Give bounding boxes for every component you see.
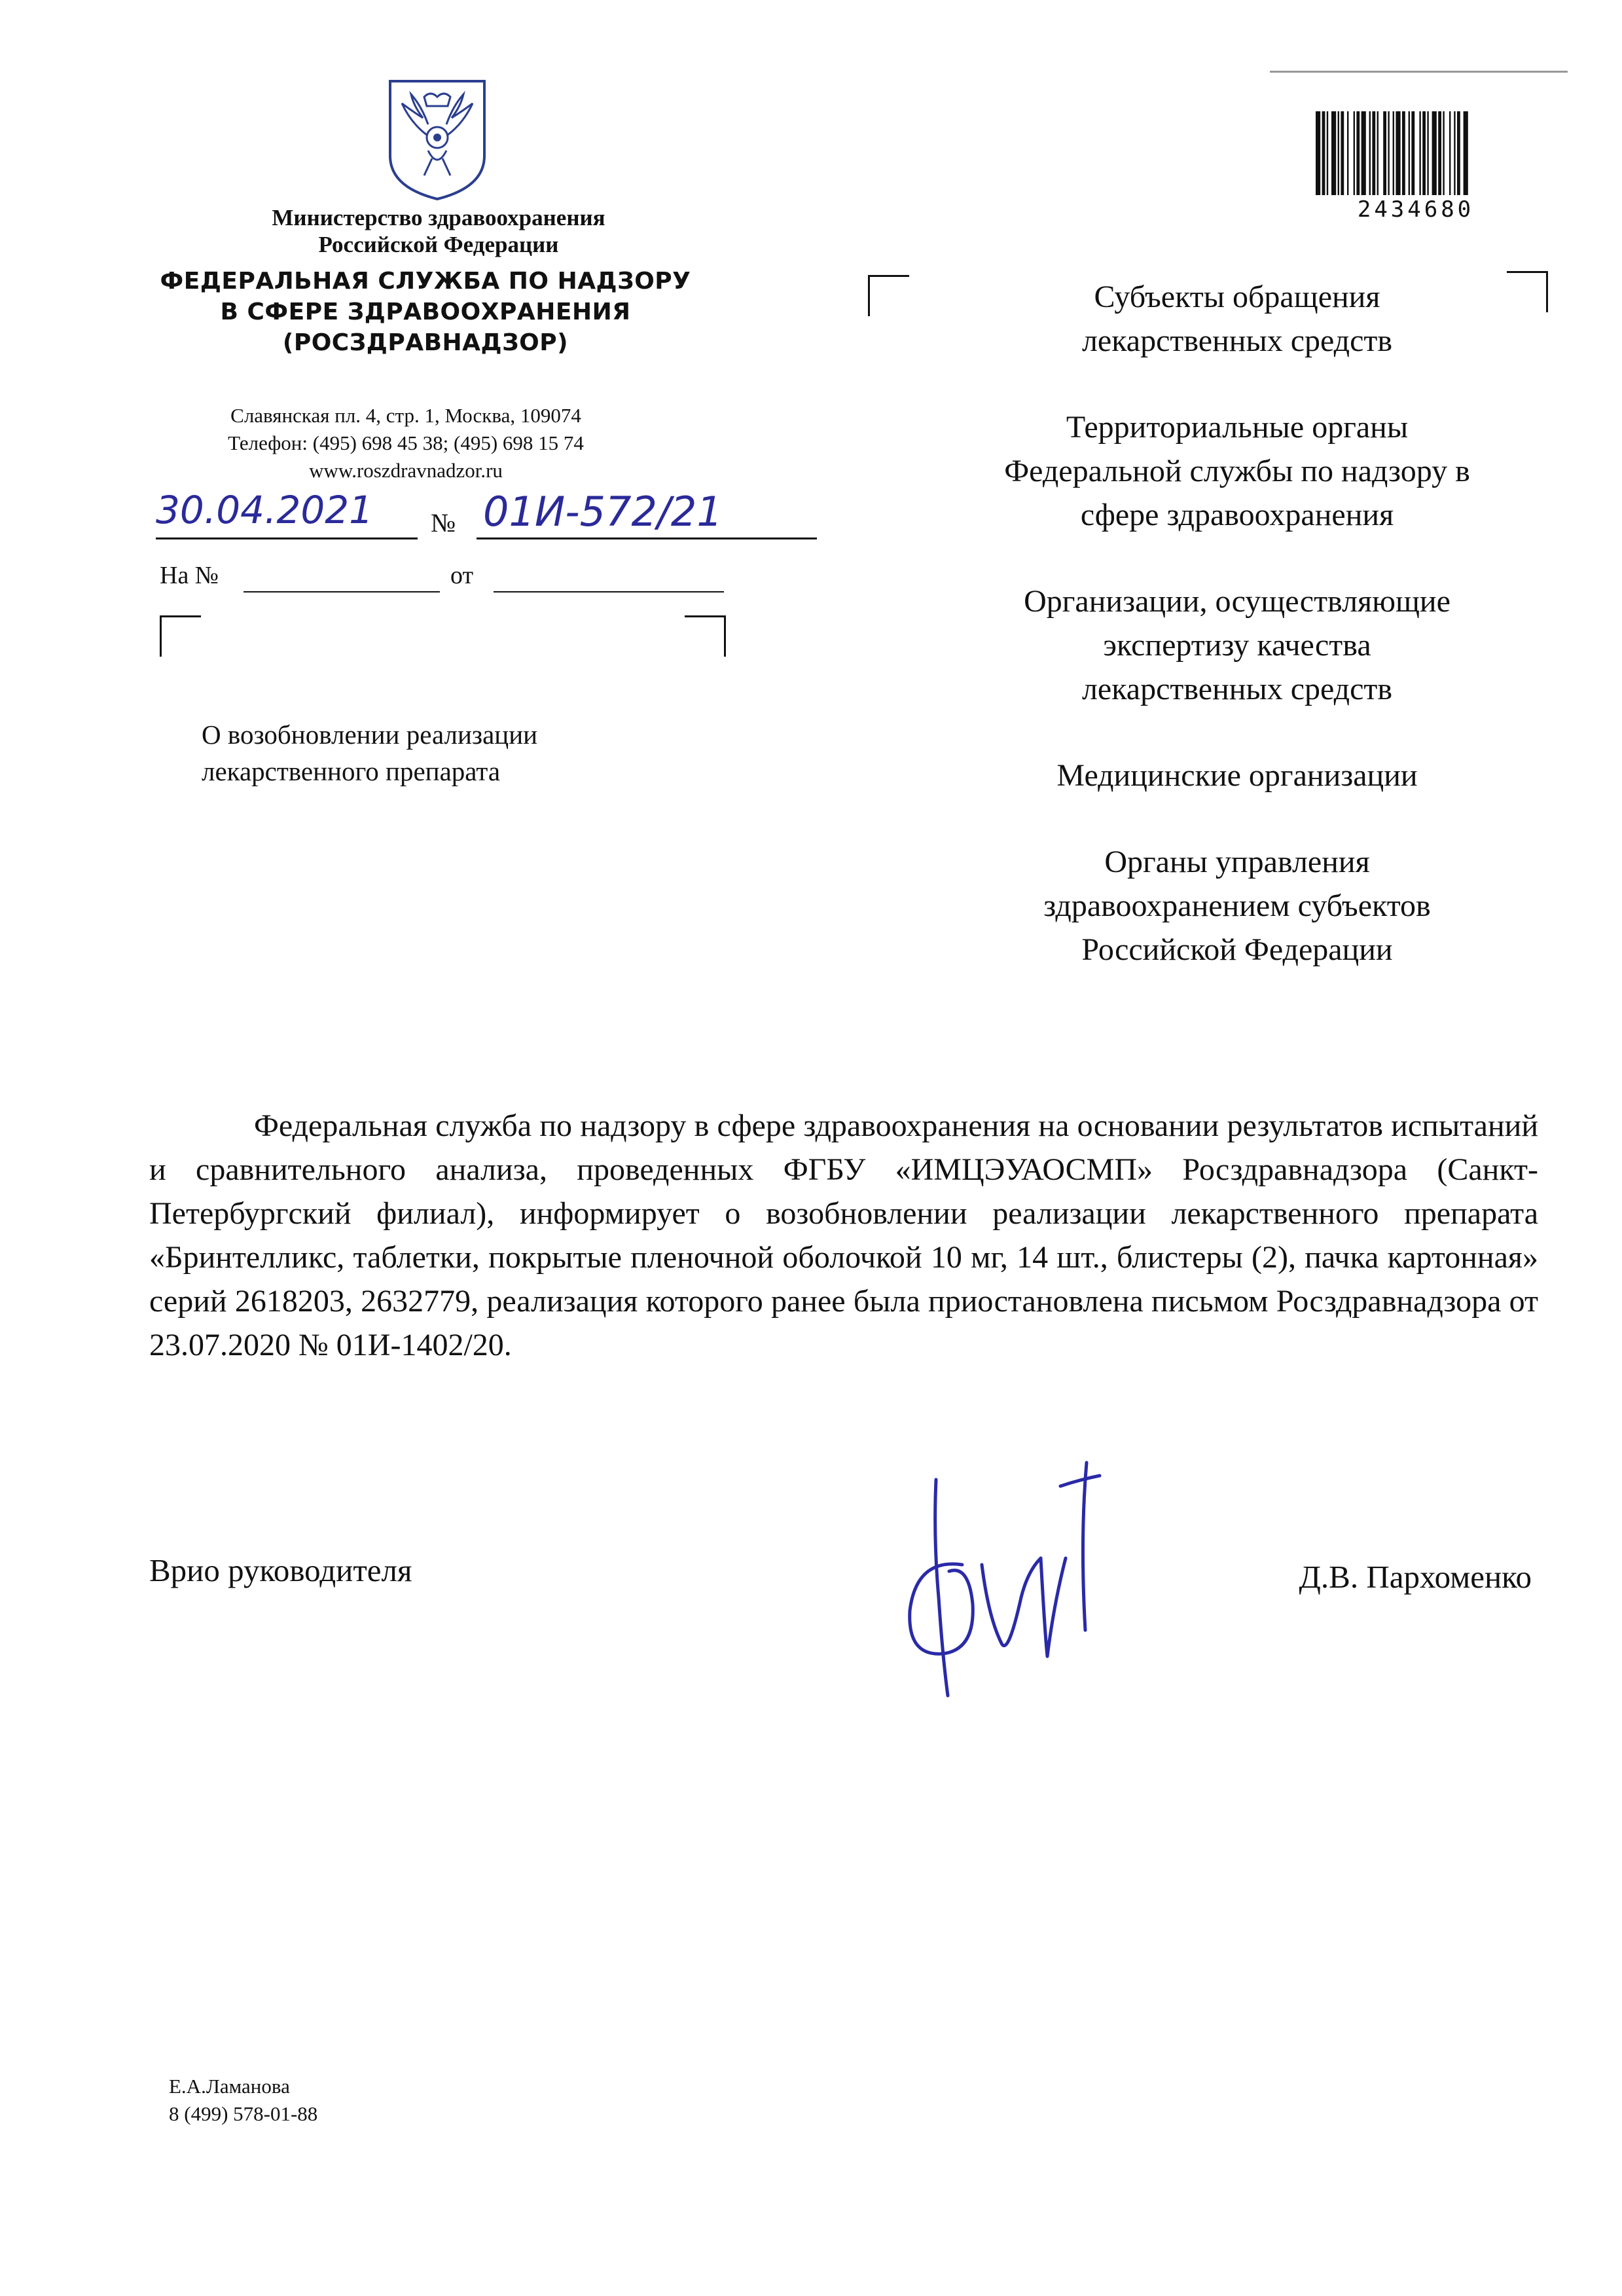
registration-date: 30.04.2021 [156,488,374,532]
barcode-bar [1369,111,1371,195]
barcode-bar [1422,111,1426,195]
coat-of-arms-emblem [385,77,490,202]
barcode-bar [1464,111,1468,195]
recipient [910,405,1564,537]
service-contacts [118,402,694,484]
barcode-bar [1388,111,1389,195]
service-name [98,266,753,358]
barcode-bar [1331,111,1336,195]
barcode-bars [1316,111,1519,195]
ministry-line-1: Министерство здравоохранения [272,205,605,230]
recipient-line: лекарственных средств [1081,672,1393,706]
barcode-bar [1322,111,1325,195]
subject-corner-left [160,615,201,657]
barcode-bar [1356,111,1360,195]
recipient-line: здравоохранением субъектов [1043,888,1431,923]
barcode-bar [1354,111,1355,195]
address: Славянская пл. 4, стр. 1, Москва, 109074 [230,404,581,427]
barcode-bar [1377,111,1379,195]
handwritten-signature [890,1460,1113,1709]
subject-corner-right [685,615,726,657]
barcode-bar [1347,111,1348,195]
registration-line [156,488,876,547]
barcode-bar [1372,111,1375,195]
recipient [910,275,1564,363]
barcode-bar [1327,111,1328,195]
letter-body: Федеральная служба по надзору в сфере здравоохранения на основании результатов испытаний и сравнительного анализа, проведенных ФГБУ «ИМЦЭУАОСМП» Росздравнадзора (Санкт-Петербургский филиал), информирует о возобновлении реализации лекарственного препарата «Бринтелликс, таблетки, покрытые пленочной оболочкой 10 мг, 14 шт., блистеры (2), пачка картонная» серий 2618203, 2632779, реализация которого ранее была приостановлена письмом Росздравнадзора от 23.07.2020 № 01И-1402/20. [149,1108,1538,1362]
ref-date-blank [494,591,724,592]
subject-line-1: О возобновлении реализации [202,720,538,750]
executor-phone: 8 (499) 578-01-88 [169,2102,318,2125]
ref-number-blank [243,591,440,592]
barcode-bar [1316,111,1320,195]
barcode-number: 2434680 [1357,196,1475,223]
barcode [1308,111,1524,223]
number-underline [477,538,817,539]
barcode-bar [1432,111,1437,195]
recipients-block [910,275,1564,1014]
barcode-bar [1419,111,1420,195]
recipient-line: Органы управления [1104,845,1370,879]
signatory-position: Врио руководителя [149,1552,412,1588]
recipient [910,840,1564,972]
recipient-line: лекарственных средств [1081,323,1393,358]
recipient-line: Российской Федерации [1081,932,1393,967]
executor-name: Е.А.Ламанова [169,2075,290,2098]
ref-from-label: от [450,562,474,589]
executor-info [169,2073,317,2128]
recipient-line: Территориальные органы [1066,410,1409,445]
barcode-bar [1411,111,1415,195]
barcode-bar [1396,111,1400,195]
recipient-line: сфере здравоохранения [1080,498,1394,532]
recipient-line: экспертизу качества [1103,628,1371,663]
barcode-bar [1427,111,1428,195]
recipient [910,754,1564,797]
registration-number: 01И-572/21 [483,488,723,536]
number-label: № [431,508,456,538]
ref-number-label: На № [160,562,219,589]
recipient-line: Федеральной службы по надзору в [1004,454,1470,488]
phone: Телефон: (495) 698 45 38; (495) 698 15 74 [228,431,584,454]
recipient-line: Субъекты обращения [1094,280,1380,314]
recipient-line: Организации, осуществляющие [1024,584,1451,619]
ministry-name [177,204,700,258]
subject-line-2: лекарственного препарата [202,756,501,786]
address-corner-left [868,275,909,316]
barcode-bar [1361,111,1366,195]
recipient [910,579,1564,711]
barcode-bar [1454,111,1455,195]
barcode-bar [1338,111,1339,195]
ministry-line-2: Российской Федерации [318,232,559,257]
barcode-bar [1449,111,1451,195]
barcode-bar [1341,111,1344,195]
barcode-top-rule [1270,71,1568,73]
barcode-bar [1443,111,1444,195]
letter-subject [202,716,712,790]
barcode-bar [1457,111,1460,195]
service-line-2: В СФЕРЕ ЗДРАВООХРАНЕНИЯ [220,299,631,325]
service-line-3: (РОСЗДРАВНАДЗОР) [282,329,569,356]
website: www.roszdravnadzor.ru [309,459,503,482]
barcode-bar [1393,111,1394,195]
signatory-name: Д.В. Пархоменко [1299,1559,1532,1595]
barcode-bar [1383,111,1386,195]
date-underline [156,538,418,539]
recipient-line: Медицинские организации [1056,758,1418,793]
barcode-bar [1409,111,1410,195]
barcode-bar [1402,111,1405,195]
barcode-bar [1438,111,1441,195]
service-line-1: ФЕДЕРАЛЬНАЯ СЛУЖБА ПО НАДЗОРУ [160,268,691,295]
